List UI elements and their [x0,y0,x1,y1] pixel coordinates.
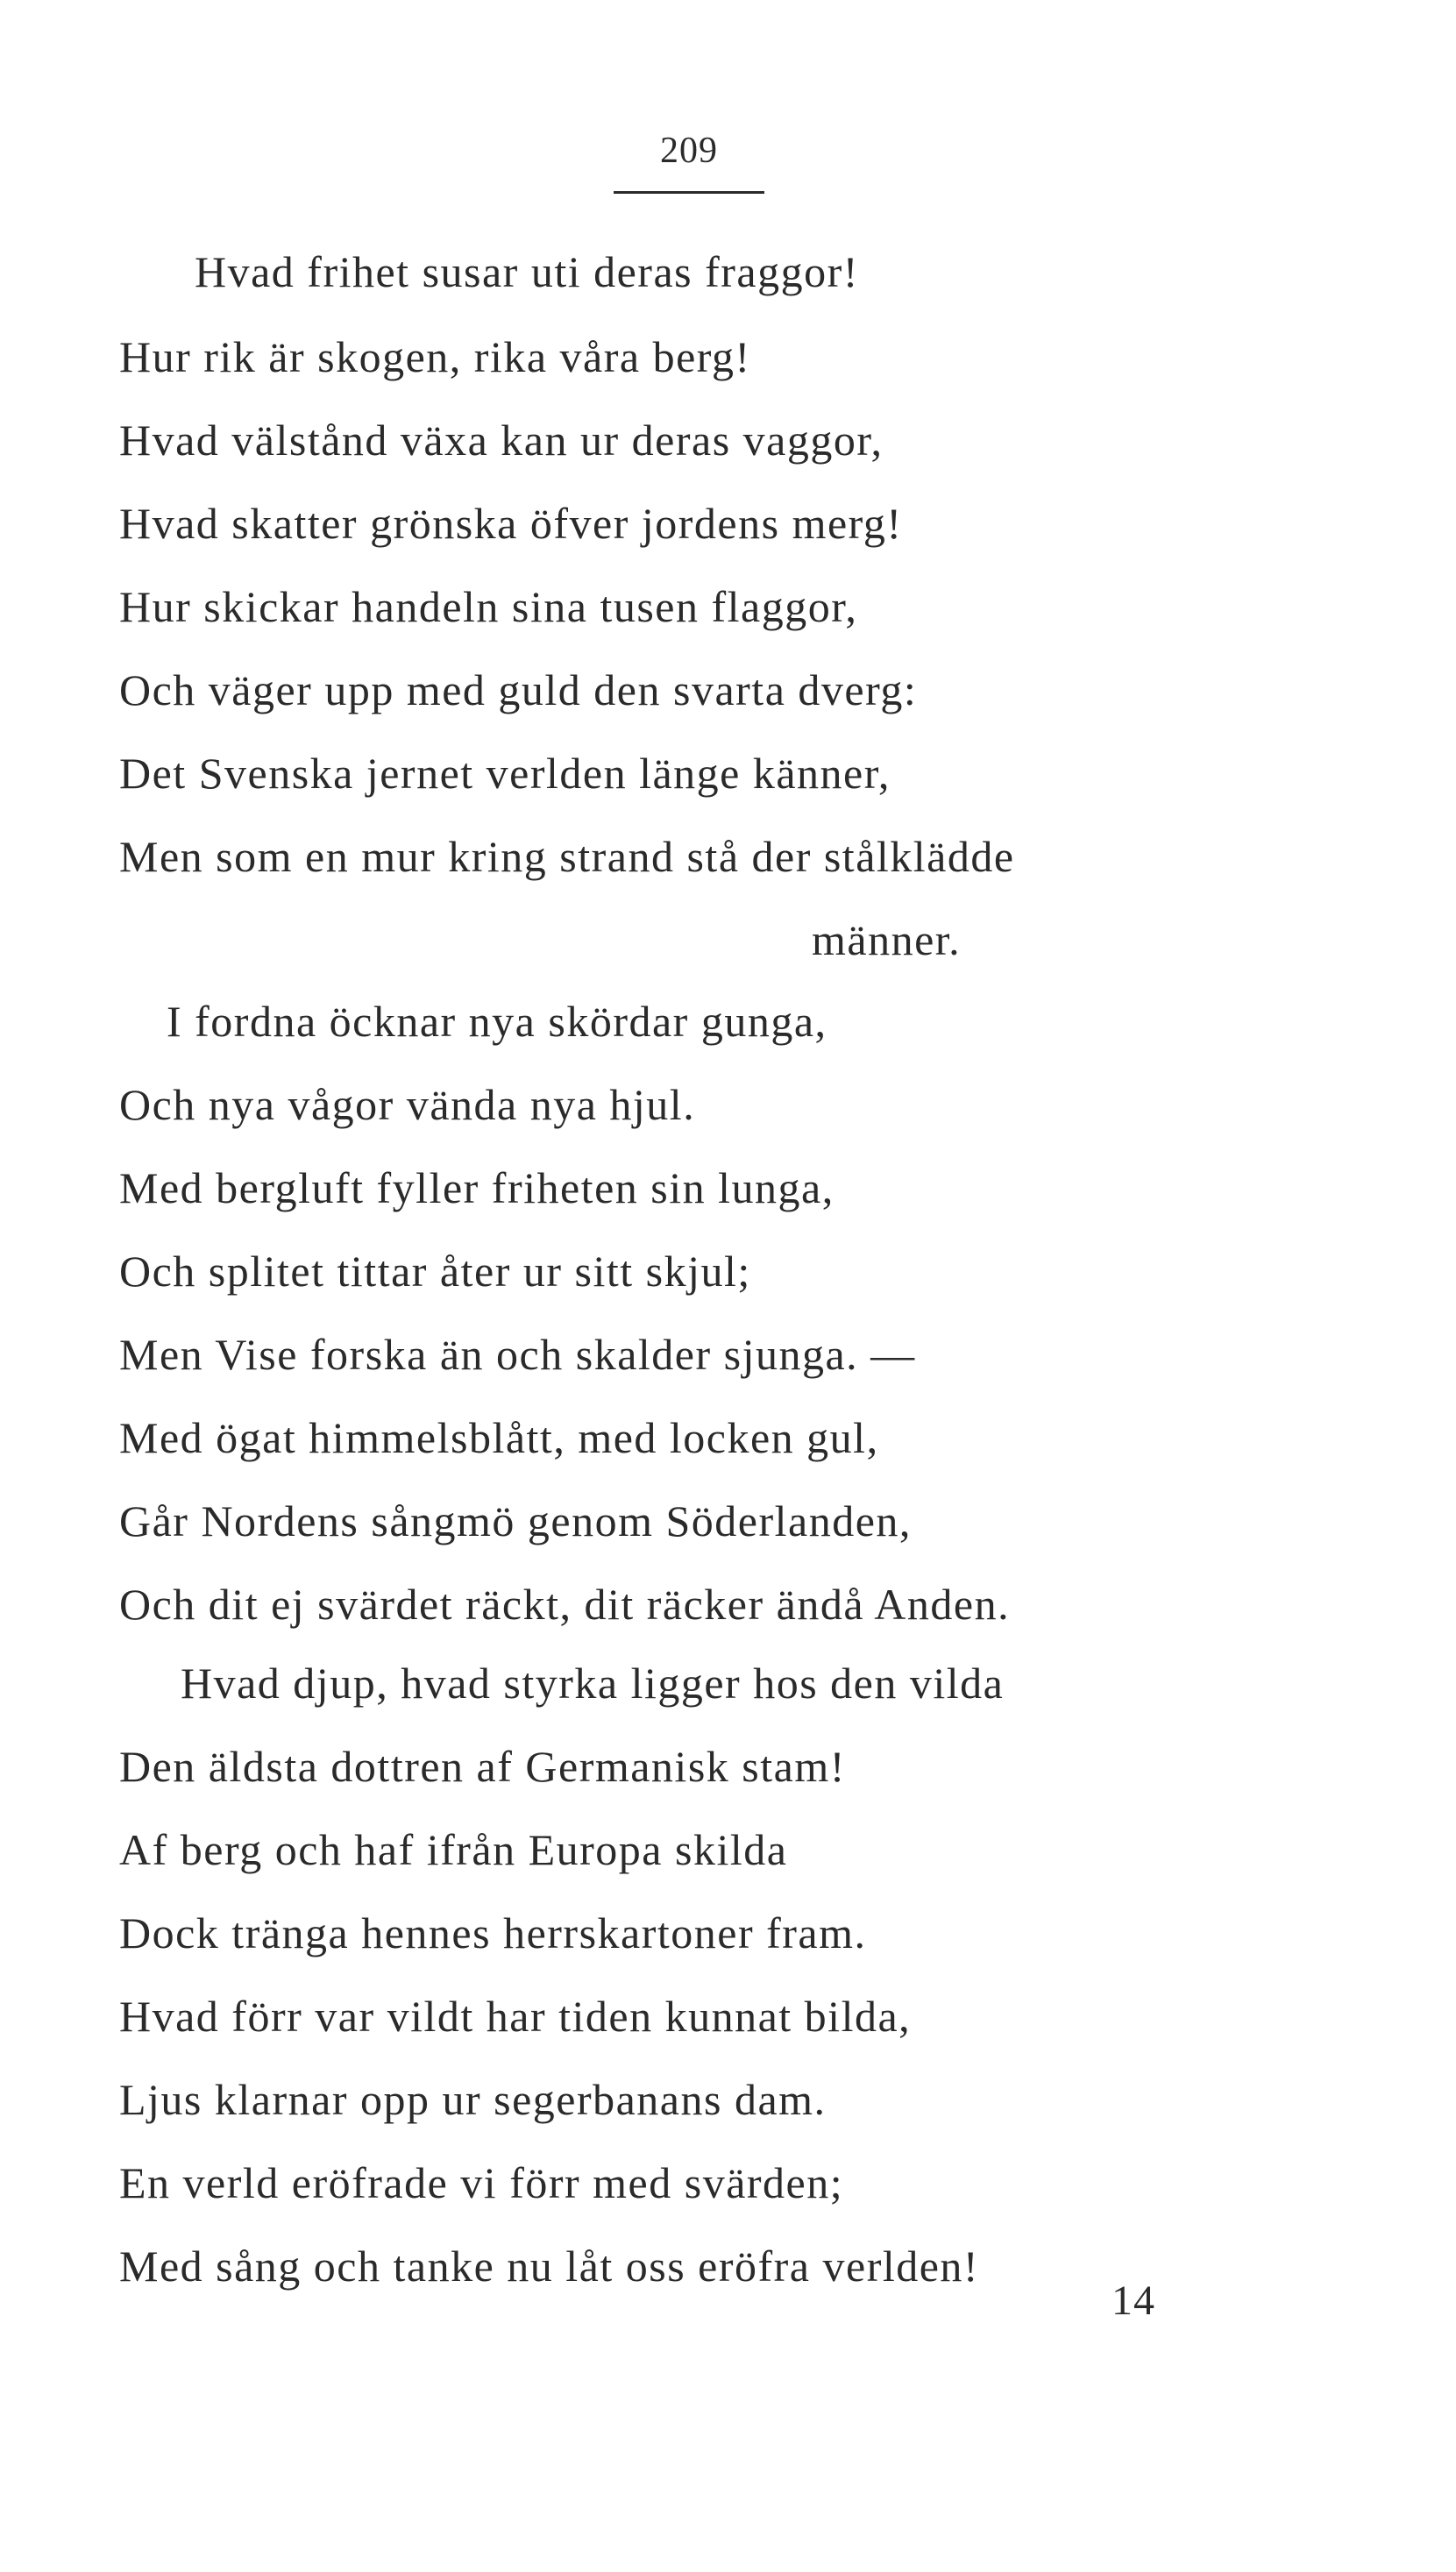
poem-line: Med bergluft fyller friheten sin lunga, [119,1163,835,1212]
poem-line: Hvad djup, hvad styrka ligger hos den vilda [181,1659,1005,1708]
poem-line: Dock tränga hennes herrskartoner fram. [119,1908,867,1957]
poem-line: Med sång och tanke nu låt oss eröfra verlden! [119,2242,980,2291]
poem-line: Hur rik är skogen, rika våra berg! [119,332,751,381]
poem-line: Och dit ej svärdet räckt, dit räcker ändå Anden. [119,1580,1011,1629]
poem-line-continuation: männer. [812,915,962,964]
poem-line: Och väger upp med guld den svarta dverg: [119,665,918,714]
poem-line: Hvad frihet susar uti deras fraggor! [195,247,859,296]
page-number: 209 [660,131,718,171]
poem-line: Men Vise forska än och skalder sjunga. — [119,1330,916,1379]
poem-line: Hur skickar handeln sina tusen flaggor, [119,582,858,631]
poem-line: Och splitet tittar åter ur sitt skjul; [119,1247,751,1296]
poem-line: Det Svenska jernet verlden länge känner, [119,749,891,798]
poem-line: Hvad välstånd växa kan ur deras vaggor, [119,416,884,465]
poem-line: Går Nordens sångmö genom Söderlanden, [119,1496,912,1545]
poem-line: Hvad förr var vildt har tiden kunnat bilda, [119,1992,912,2041]
poem-line: Med ögat himmelsblått, med locken gul, [119,1413,879,1462]
poem-line: Men som en mur kring strand stå der stålklädde [119,832,1015,881]
poem-line: Ljus klarnar opp ur segerbanans dam. [119,2075,827,2124]
signature-mark: 14 [1112,2277,1155,2324]
poem-line: En verld eröfrade vi förr med svärden; [119,2158,844,2207]
poem-line: Den äldsta dottren af Germanisk stam! [119,1742,846,1791]
poem-line: I fordna öcknar nya skördar gunga, [167,997,827,1046]
page-number-rule [614,191,764,194]
poem-line: Och nya vågor vända nya hjul. [119,1080,696,1129]
poem-line: Af berg och haf ifrån Europa skilda [119,1825,788,1874]
poem-line: Hvad skatter grönska öfver jordens merg! [119,499,903,548]
